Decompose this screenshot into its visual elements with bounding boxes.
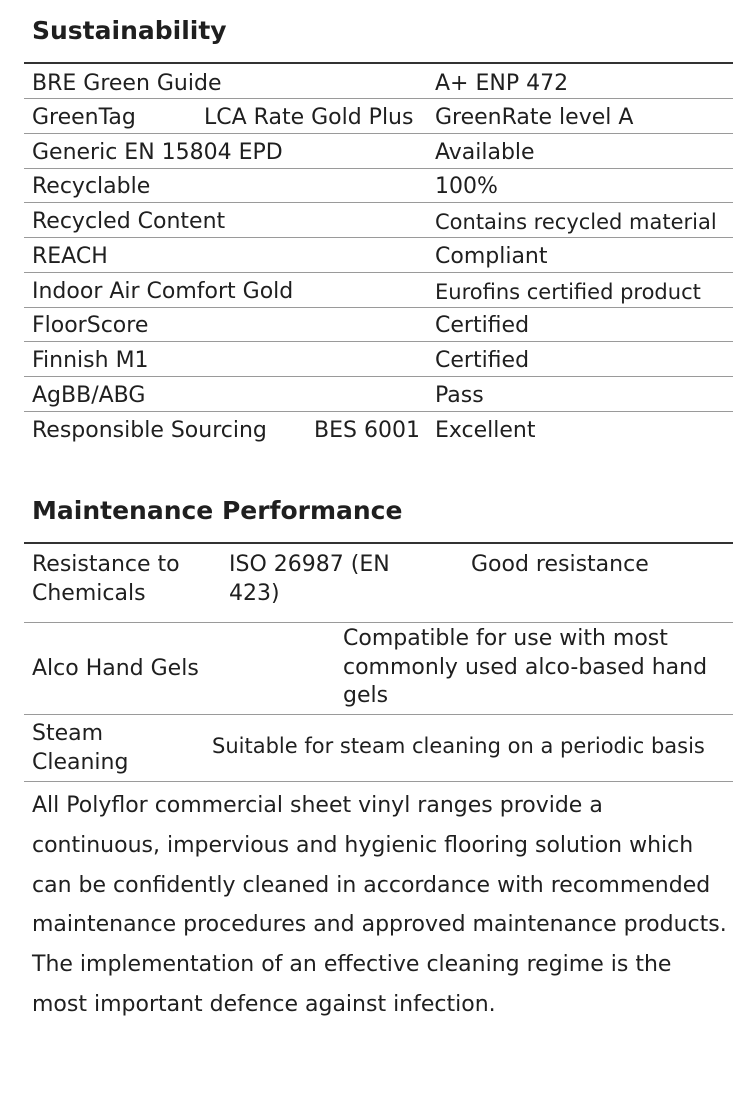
row-label: Resistance to Chemicals bbox=[32, 552, 180, 606]
row-value: 100% bbox=[435, 174, 498, 199]
row-label: GreenTag bbox=[32, 105, 136, 130]
row-label: Indoor Air Comfort Gold bbox=[32, 279, 294, 304]
maintenance-table bbox=[24, 542, 733, 782]
table-row bbox=[24, 64, 733, 99]
row-label: FloorScore bbox=[32, 313, 149, 338]
row-detail: ISO 26987 (EN 423) bbox=[229, 552, 390, 606]
row-value: GreenRate level A bbox=[435, 105, 634, 130]
row-value: Available bbox=[435, 140, 535, 165]
row-label: Finnish M1 bbox=[32, 348, 149, 373]
row-value: Certified bbox=[435, 348, 530, 373]
table-row bbox=[24, 715, 733, 782]
row-value: Contains recycled material bbox=[435, 210, 717, 234]
row-value: Good resistance bbox=[471, 552, 649, 577]
sustainability-heading: Sustainability bbox=[32, 16, 227, 45]
table-row bbox=[24, 377, 733, 412]
table-row bbox=[24, 273, 733, 308]
maintenance-note: All Polyflor commercial sheet vinyl ranges provide a continuous, impervious and hygienic flooring solution which can be confidently cleaned in accordance with recommended maintenance procedures and approved maintenance products. The implementation of an effective cleaning regime is the most important defence against infection. bbox=[32, 793, 727, 1017]
row-value: Certified bbox=[435, 313, 530, 338]
table-row bbox=[24, 99, 733, 134]
table-row bbox=[24, 238, 733, 273]
row-value: Compatible for use with most commonly used alco-based hand gels bbox=[343, 626, 708, 708]
row-detail: BES 6001 bbox=[314, 418, 420, 443]
row-label: Alco Hand Gels bbox=[32, 656, 199, 681]
row-label: Generic EN 15804 EPD bbox=[32, 140, 283, 165]
maintenance-heading: Maintenance Performance bbox=[32, 496, 403, 525]
row-value: Eurofins certified product bbox=[435, 280, 701, 304]
row-value: A+ ENP 472 bbox=[435, 71, 569, 96]
table-row bbox=[24, 169, 733, 203]
row-value: Compliant bbox=[435, 244, 548, 269]
table-row bbox=[24, 203, 733, 238]
row-label: AgBB/ABG bbox=[32, 383, 146, 408]
row-label: Recycled Content bbox=[32, 209, 226, 234]
row-label: BRE Green Guide bbox=[32, 71, 222, 96]
sustainability-table bbox=[24, 62, 733, 450]
table-row bbox=[24, 544, 733, 623]
row-label: Responsible Sourcing bbox=[32, 418, 267, 443]
row-label: Recyclable bbox=[32, 174, 151, 199]
row-value: Pass bbox=[435, 383, 484, 408]
row-label: REACH bbox=[32, 244, 108, 269]
row-value: Suitable for steam cleaning on a periodic basis bbox=[212, 734, 705, 758]
row-label: Steam Cleaning bbox=[32, 721, 129, 775]
row-detail: LCA Rate Gold Plus bbox=[204, 105, 414, 130]
table-row bbox=[24, 134, 733, 169]
table-row bbox=[24, 308, 733, 342]
table-row bbox=[24, 623, 733, 715]
table-row bbox=[24, 412, 733, 450]
table-row bbox=[24, 342, 733, 377]
row-value: Excellent bbox=[435, 418, 536, 443]
